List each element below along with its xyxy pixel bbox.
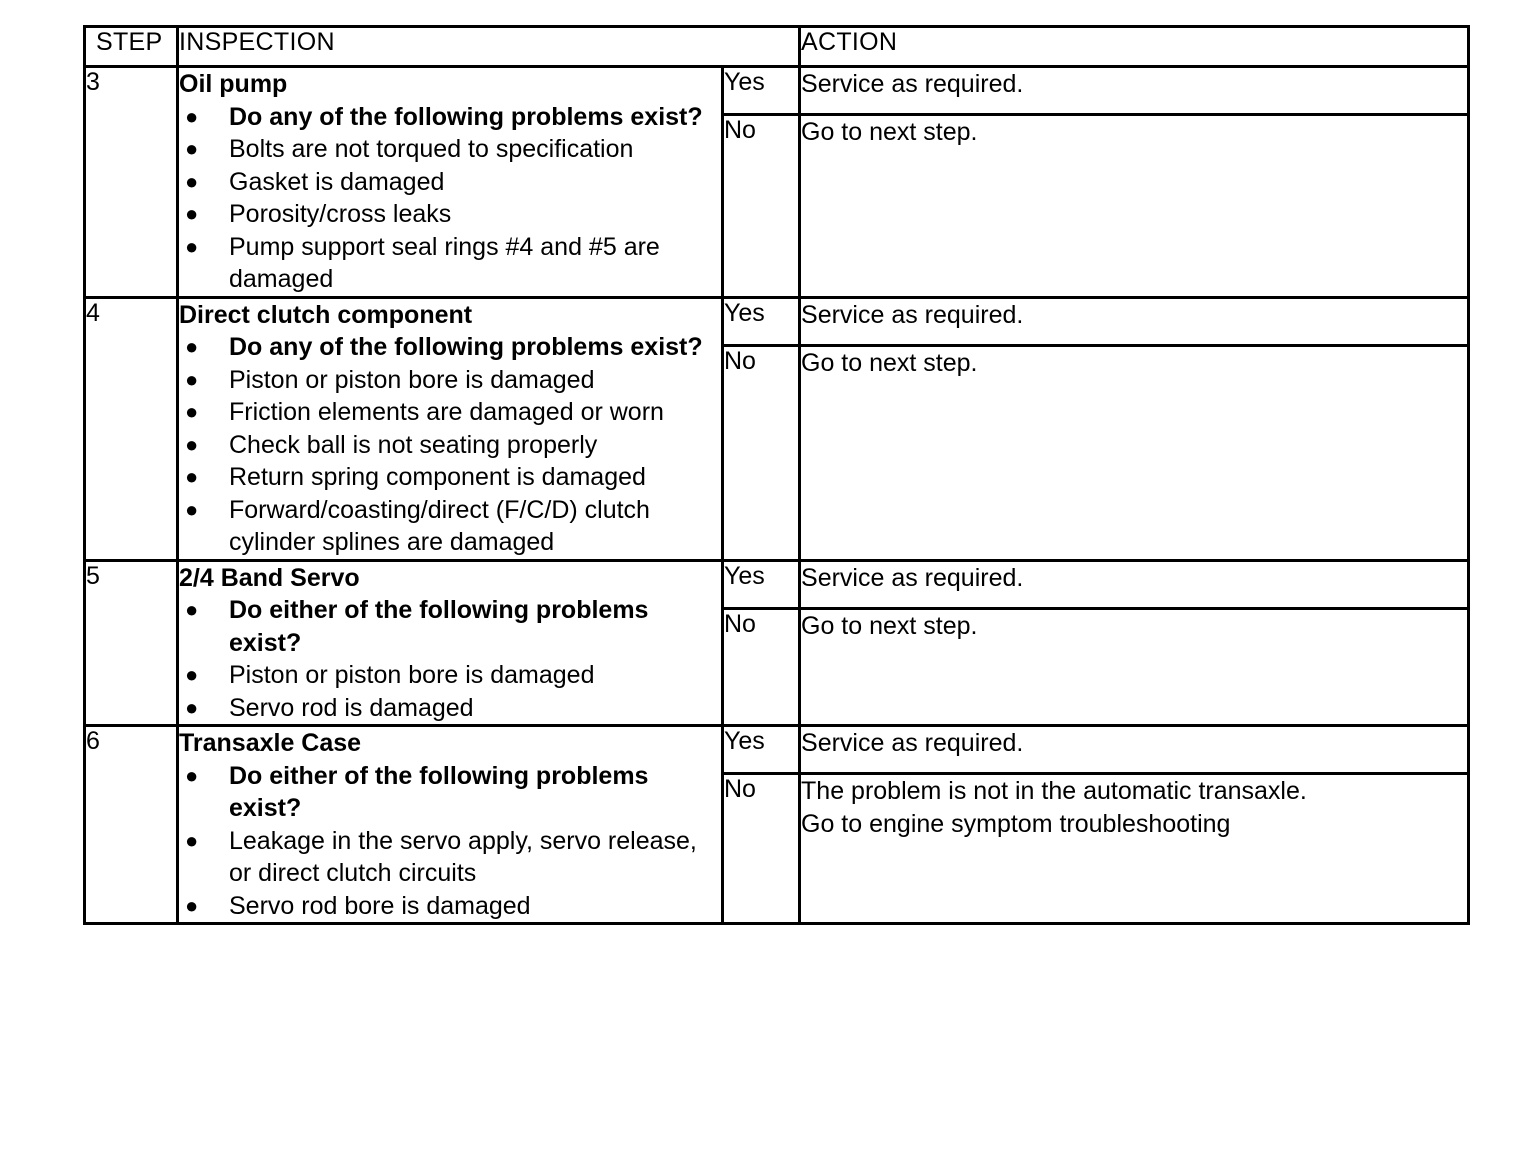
inspection-item [179, 494, 721, 559]
bullet-icon: ● [185, 464, 199, 489]
inspection-item-text: Forward/coasting/direct (F/C/D) clutch cylinder splines are damaged [229, 495, 650, 556]
yes-label: Yes [723, 297, 800, 345]
inspection-item-text: Porosity/cross leaks [229, 200, 452, 228]
yes-label: Yes [723, 560, 800, 608]
inspection-cell [178, 297, 723, 560]
inspection-item-text: Servo rod bore is damaged [229, 891, 531, 920]
table-row [85, 726, 1469, 774]
bullet-icon: ● [185, 168, 199, 194]
inspection-item-text: Bolts are not torqued to specification [229, 135, 634, 163]
inspection-cell [178, 67, 723, 298]
no-action [800, 115, 1469, 298]
step-number: 3 [85, 67, 178, 298]
inspection-item-text: Servo rod is damaged [229, 693, 474, 722]
inspection-item [179, 890, 721, 923]
inspection-item [179, 364, 721, 397]
inspection-item-text: Check ball is not seating properly [229, 430, 598, 459]
inspection-item-text: Piston or piston bore is damaged [229, 365, 595, 394]
question-text: Do any of the following problems exist? [229, 102, 703, 131]
bullet-icon: ● [185, 366, 199, 392]
bullet-icon: ● [185, 762, 199, 788]
bullet-icon: ● [185, 431, 199, 457]
inspection-item [179, 461, 721, 494]
step-number: 6 [85, 726, 178, 924]
inspection-item [179, 396, 721, 429]
no-action [800, 774, 1469, 924]
inspection-item-text: Return spring component is damaged [229, 463, 646, 491]
header-inspection: INSPECTION [178, 27, 800, 67]
inspection-question [179, 101, 721, 134]
table-row [85, 560, 1469, 608]
inspection-title: Transaxle Case [179, 729, 362, 757]
header-action: ACTION [800, 27, 1469, 67]
bullet-icon: ● [185, 103, 199, 129]
step-number: 4 [85, 297, 178, 560]
no-label: No [723, 345, 800, 560]
step-number: 5 [85, 560, 178, 726]
yes-label: Yes [723, 67, 800, 115]
no-action [800, 345, 1469, 560]
bullet-icon: ● [185, 892, 199, 918]
inspection-cell [178, 560, 723, 726]
inspection-title: 2/4 Band Servo [179, 563, 360, 592]
inspection-list [179, 760, 721, 923]
diagnostic-table-container [83, 25, 1467, 925]
header-step: STEP [85, 27, 178, 67]
inspection-question [179, 760, 721, 825]
bullet-icon: ● [185, 496, 199, 522]
yes-label: Yes [723, 726, 800, 774]
bullet-icon: ● [185, 334, 199, 359]
inspection-item-text: Friction elements are damaged or worn [229, 398, 664, 426]
inspection-item-text: Gasket is damaged [229, 167, 445, 196]
inspection-question [179, 331, 721, 364]
question-text: Do any of the following problems exist? [229, 333, 703, 361]
inspection-item-text: Pump support seal rings #4 and #5 are damaged [229, 232, 660, 293]
inspection-list [179, 101, 721, 296]
no-label: No [723, 115, 800, 298]
inspection-item [179, 825, 721, 890]
inspection-title: Direct clutch component [179, 300, 473, 329]
bullet-icon: ● [185, 597, 199, 622]
yes-action: Service as required. [800, 560, 1469, 608]
inspection-cell [178, 726, 723, 924]
bullet-icon: ● [185, 399, 199, 424]
table-row [85, 67, 1469, 115]
no-action-line-1: Go to next step. [801, 118, 978, 146]
no-action-line-1: Go to next step. [801, 348, 978, 377]
inspection-item-text: Leakage in the servo apply, servo release, or direct clutch circuits [229, 826, 697, 887]
no-action-line-1: The problem is not in the automatic transaxle. [801, 777, 1307, 805]
inspection-item [179, 166, 721, 199]
inspection-item [179, 659, 721, 692]
bullet-icon: ● [185, 694, 199, 720]
bullet-icon: ● [185, 662, 199, 687]
inspection-item [179, 692, 721, 725]
inspection-item [179, 133, 721, 166]
inspection-item [179, 231, 721, 296]
inspection-item-text: Piston or piston bore is damaged [229, 661, 595, 689]
bullet-icon: ● [185, 233, 199, 259]
table-row [85, 297, 1469, 345]
table-body [85, 67, 1469, 924]
bullet-icon: ● [185, 201, 199, 226]
question-text: Do either of the following problems exist? [229, 596, 649, 657]
question-text: Do either of the following problems exist? [229, 761, 649, 822]
inspection-list [179, 331, 721, 559]
yes-action: Service as required. [800, 67, 1469, 115]
bullet-icon: ● [185, 136, 199, 161]
no-action [800, 608, 1469, 726]
inspection-item [179, 429, 721, 462]
no-action-line-1: Go to next step. [801, 611, 978, 640]
no-action-line-2: Go to engine symptom troubleshooting [801, 810, 1231, 838]
diagnostic-table [83, 25, 1470, 925]
inspection-item [179, 198, 721, 231]
inspection-question [179, 594, 721, 659]
bullet-icon: ● [185, 827, 199, 853]
no-label: No [723, 774, 800, 924]
inspection-list [179, 594, 721, 724]
inspection-title: Oil pump [179, 70, 288, 98]
no-label: No [723, 608, 800, 726]
yes-action: Service as required. [800, 726, 1469, 774]
yes-action: Service as required. [800, 297, 1469, 345]
table-header-row [85, 27, 1469, 67]
